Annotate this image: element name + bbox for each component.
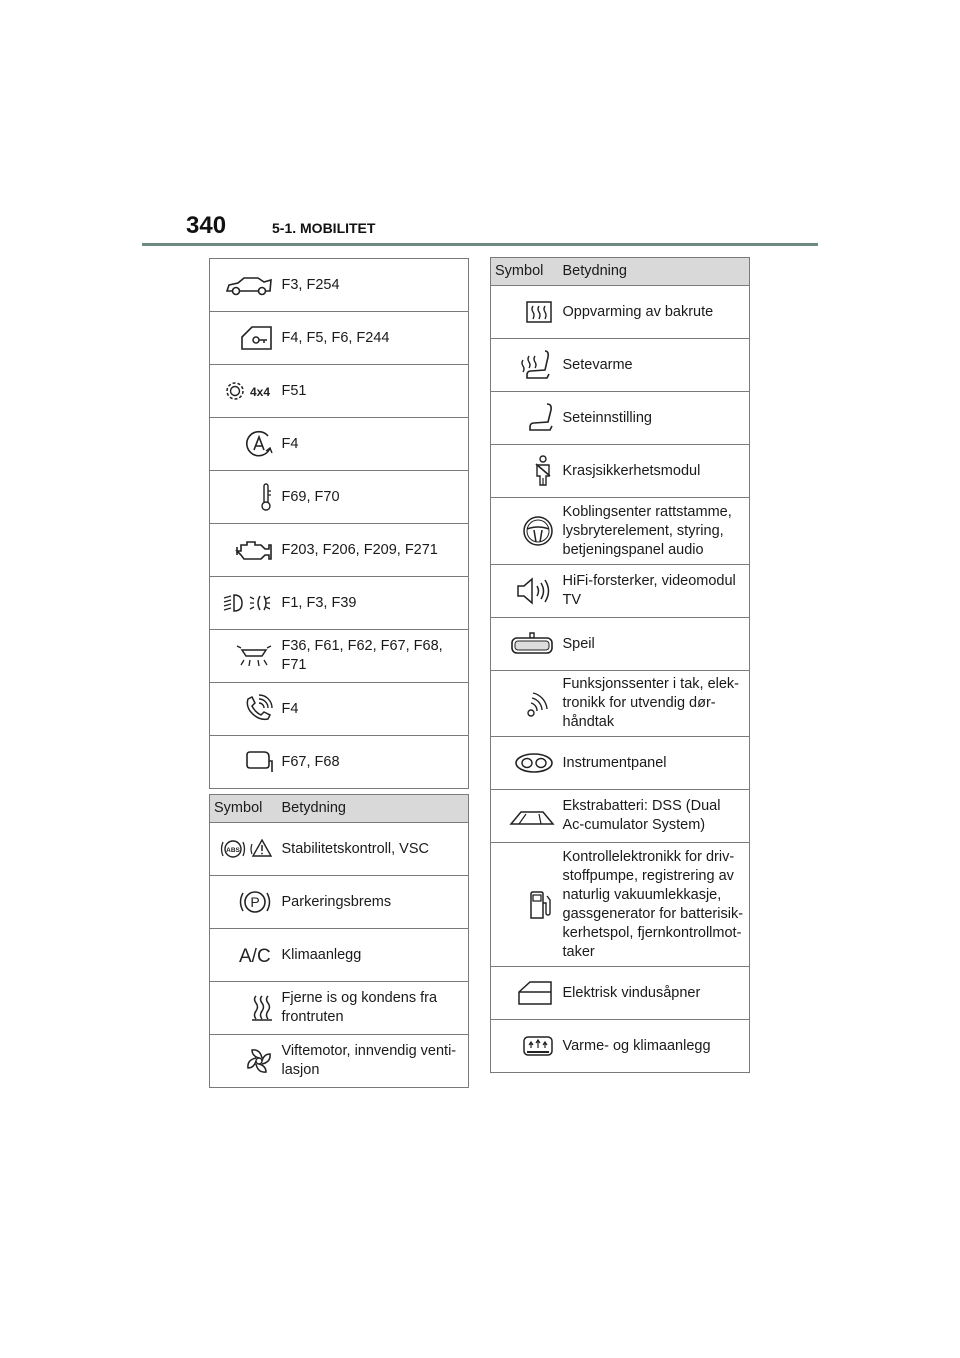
row-text: Klimaanlegg <box>280 929 469 982</box>
row-text: F203, F206, F209, F271 <box>280 524 469 577</box>
table-row <box>491 286 750 339</box>
header-meaning: Betydning <box>280 795 469 823</box>
icon-text: P <box>249 894 260 910</box>
window-icon <box>515 979 555 1007</box>
row-text: Koblingsenter rattstamme, lysbryterelement, styring, betjeningspanel audio <box>561 498 750 565</box>
engine-icon <box>234 537 274 563</box>
table-row <box>210 365 469 418</box>
rear-defrost-icon <box>523 298 555 326</box>
table-row <box>210 876 469 929</box>
table-row <box>210 823 469 876</box>
table-header-row <box>210 795 469 823</box>
car-door-lock-icon <box>238 325 274 351</box>
gear-4x4-icon <box>222 376 274 406</box>
row-text: Parkeringsbrems <box>280 876 469 929</box>
table-header-row <box>491 258 750 286</box>
row-text: F67, F68 <box>280 736 469 789</box>
row-text: Stabilitetskontroll, VSC <box>280 823 469 876</box>
header-symbol: Symbol <box>491 258 561 286</box>
seat-heater-icon <box>519 348 555 382</box>
row-text: Varme- og klimaanlegg <box>561 1020 750 1073</box>
car-roof-icon <box>509 804 555 828</box>
table-row <box>491 737 750 790</box>
row-text: F4 <box>280 683 469 736</box>
header-meaning: Betydning <box>561 258 750 286</box>
row-text: F1, F3, F39 <box>280 577 469 630</box>
row-text: HiFi-forsterker, videomodul TV <box>561 565 750 618</box>
fuse-table-left-bottom <box>209 794 469 1088</box>
steering-wheel-icon <box>521 514 555 548</box>
row-text: Oppvarming av bakrute <box>561 286 750 339</box>
icon-text: ABS <box>225 847 240 854</box>
table-row <box>491 790 750 843</box>
fuse-table-left-top <box>209 258 469 789</box>
table-row <box>210 471 469 524</box>
front-defrost-icon <box>250 993 274 1023</box>
seat-icon <box>525 401 555 435</box>
table-row <box>491 392 750 445</box>
table-row <box>210 524 469 577</box>
row-text: Setevarme <box>561 339 750 392</box>
row-text: Instrumentpanel <box>561 737 750 790</box>
row-text: F69, F70 <box>280 471 469 524</box>
fan-icon <box>244 1046 274 1076</box>
airbag-icon <box>531 454 555 488</box>
table-row <box>491 671 750 737</box>
row-text: Kontrollelektronikk for driv-stoffpumpe, registrering av naturlig vakuumlekkasje, gassgenerator for batterisik-kerhetspol, fjernkontrollmot-taker <box>561 843 750 967</box>
table-row <box>210 982 469 1035</box>
thermometer-icon <box>258 482 274 512</box>
table-row <box>210 736 469 789</box>
row-text: Ekstrabatteri: DSS (Dual Ac-cumulator System) <box>561 790 750 843</box>
wireless-icon <box>525 689 555 719</box>
row-text: F36, F61, F62, F67, F68, F71 <box>280 630 469 683</box>
table-row <box>491 1020 750 1073</box>
table-row <box>210 312 469 365</box>
instrument-panel-icon <box>513 751 555 775</box>
headlight-icon <box>222 591 274 615</box>
row-text: Fjerne is og kondens fra frontruten <box>280 982 469 1035</box>
fuse-table-right <box>490 257 750 1073</box>
row-text: F51 <box>280 365 469 418</box>
fuel-pump-icon <box>527 889 555 921</box>
row-text: Seteinnstilling <box>561 392 750 445</box>
row-text: F4, F5, F6, F244 <box>280 312 469 365</box>
parking-brake-icon <box>236 887 274 917</box>
row-text: Viftemotor, innvendig venti-lasjon <box>280 1035 469 1088</box>
mirror-inner-icon <box>509 631 555 657</box>
row-text: Elektrisk vindusåpner <box>561 967 750 1020</box>
row-text: F4 <box>280 418 469 471</box>
icon-text: 4x4 <box>249 385 270 399</box>
climate-icon <box>521 1033 555 1059</box>
auto-hold-a-icon <box>244 429 274 459</box>
table-row <box>491 445 750 498</box>
table-row <box>210 259 469 312</box>
table-row <box>210 1035 469 1088</box>
table-row <box>210 630 469 683</box>
abs-vsc-warning-icon <box>220 836 274 862</box>
page-number: 340 <box>186 212 227 239</box>
interior-light-icon <box>234 644 274 668</box>
table-row <box>491 565 750 618</box>
row-text: F3, F254 <box>280 259 469 312</box>
table-row <box>210 418 469 471</box>
ac-icon <box>238 943 274 967</box>
table-row <box>491 843 750 967</box>
mirror-icon <box>244 749 274 775</box>
speaker-icon <box>515 575 555 607</box>
table-row <box>491 498 750 565</box>
car-trunk-icon <box>224 273 274 297</box>
header-rule <box>142 243 818 246</box>
table-row <box>491 967 750 1020</box>
phone-icon <box>242 693 274 725</box>
table-row <box>210 577 469 630</box>
row-text: Funksjonssenter i tak, elek-tronikk for utvendig dør-håndtak <box>561 671 750 737</box>
header-symbol: Symbol <box>210 795 280 823</box>
table-row <box>491 618 750 671</box>
icon-text: A/C <box>238 946 271 967</box>
table-row <box>210 683 469 736</box>
section-title: 5-1. MOBILITET <box>272 220 376 236</box>
row-text: Krasjsikkerhetsmodul <box>561 445 750 498</box>
row-text: Speil <box>561 618 750 671</box>
table-row <box>210 929 469 982</box>
table-row <box>491 339 750 392</box>
